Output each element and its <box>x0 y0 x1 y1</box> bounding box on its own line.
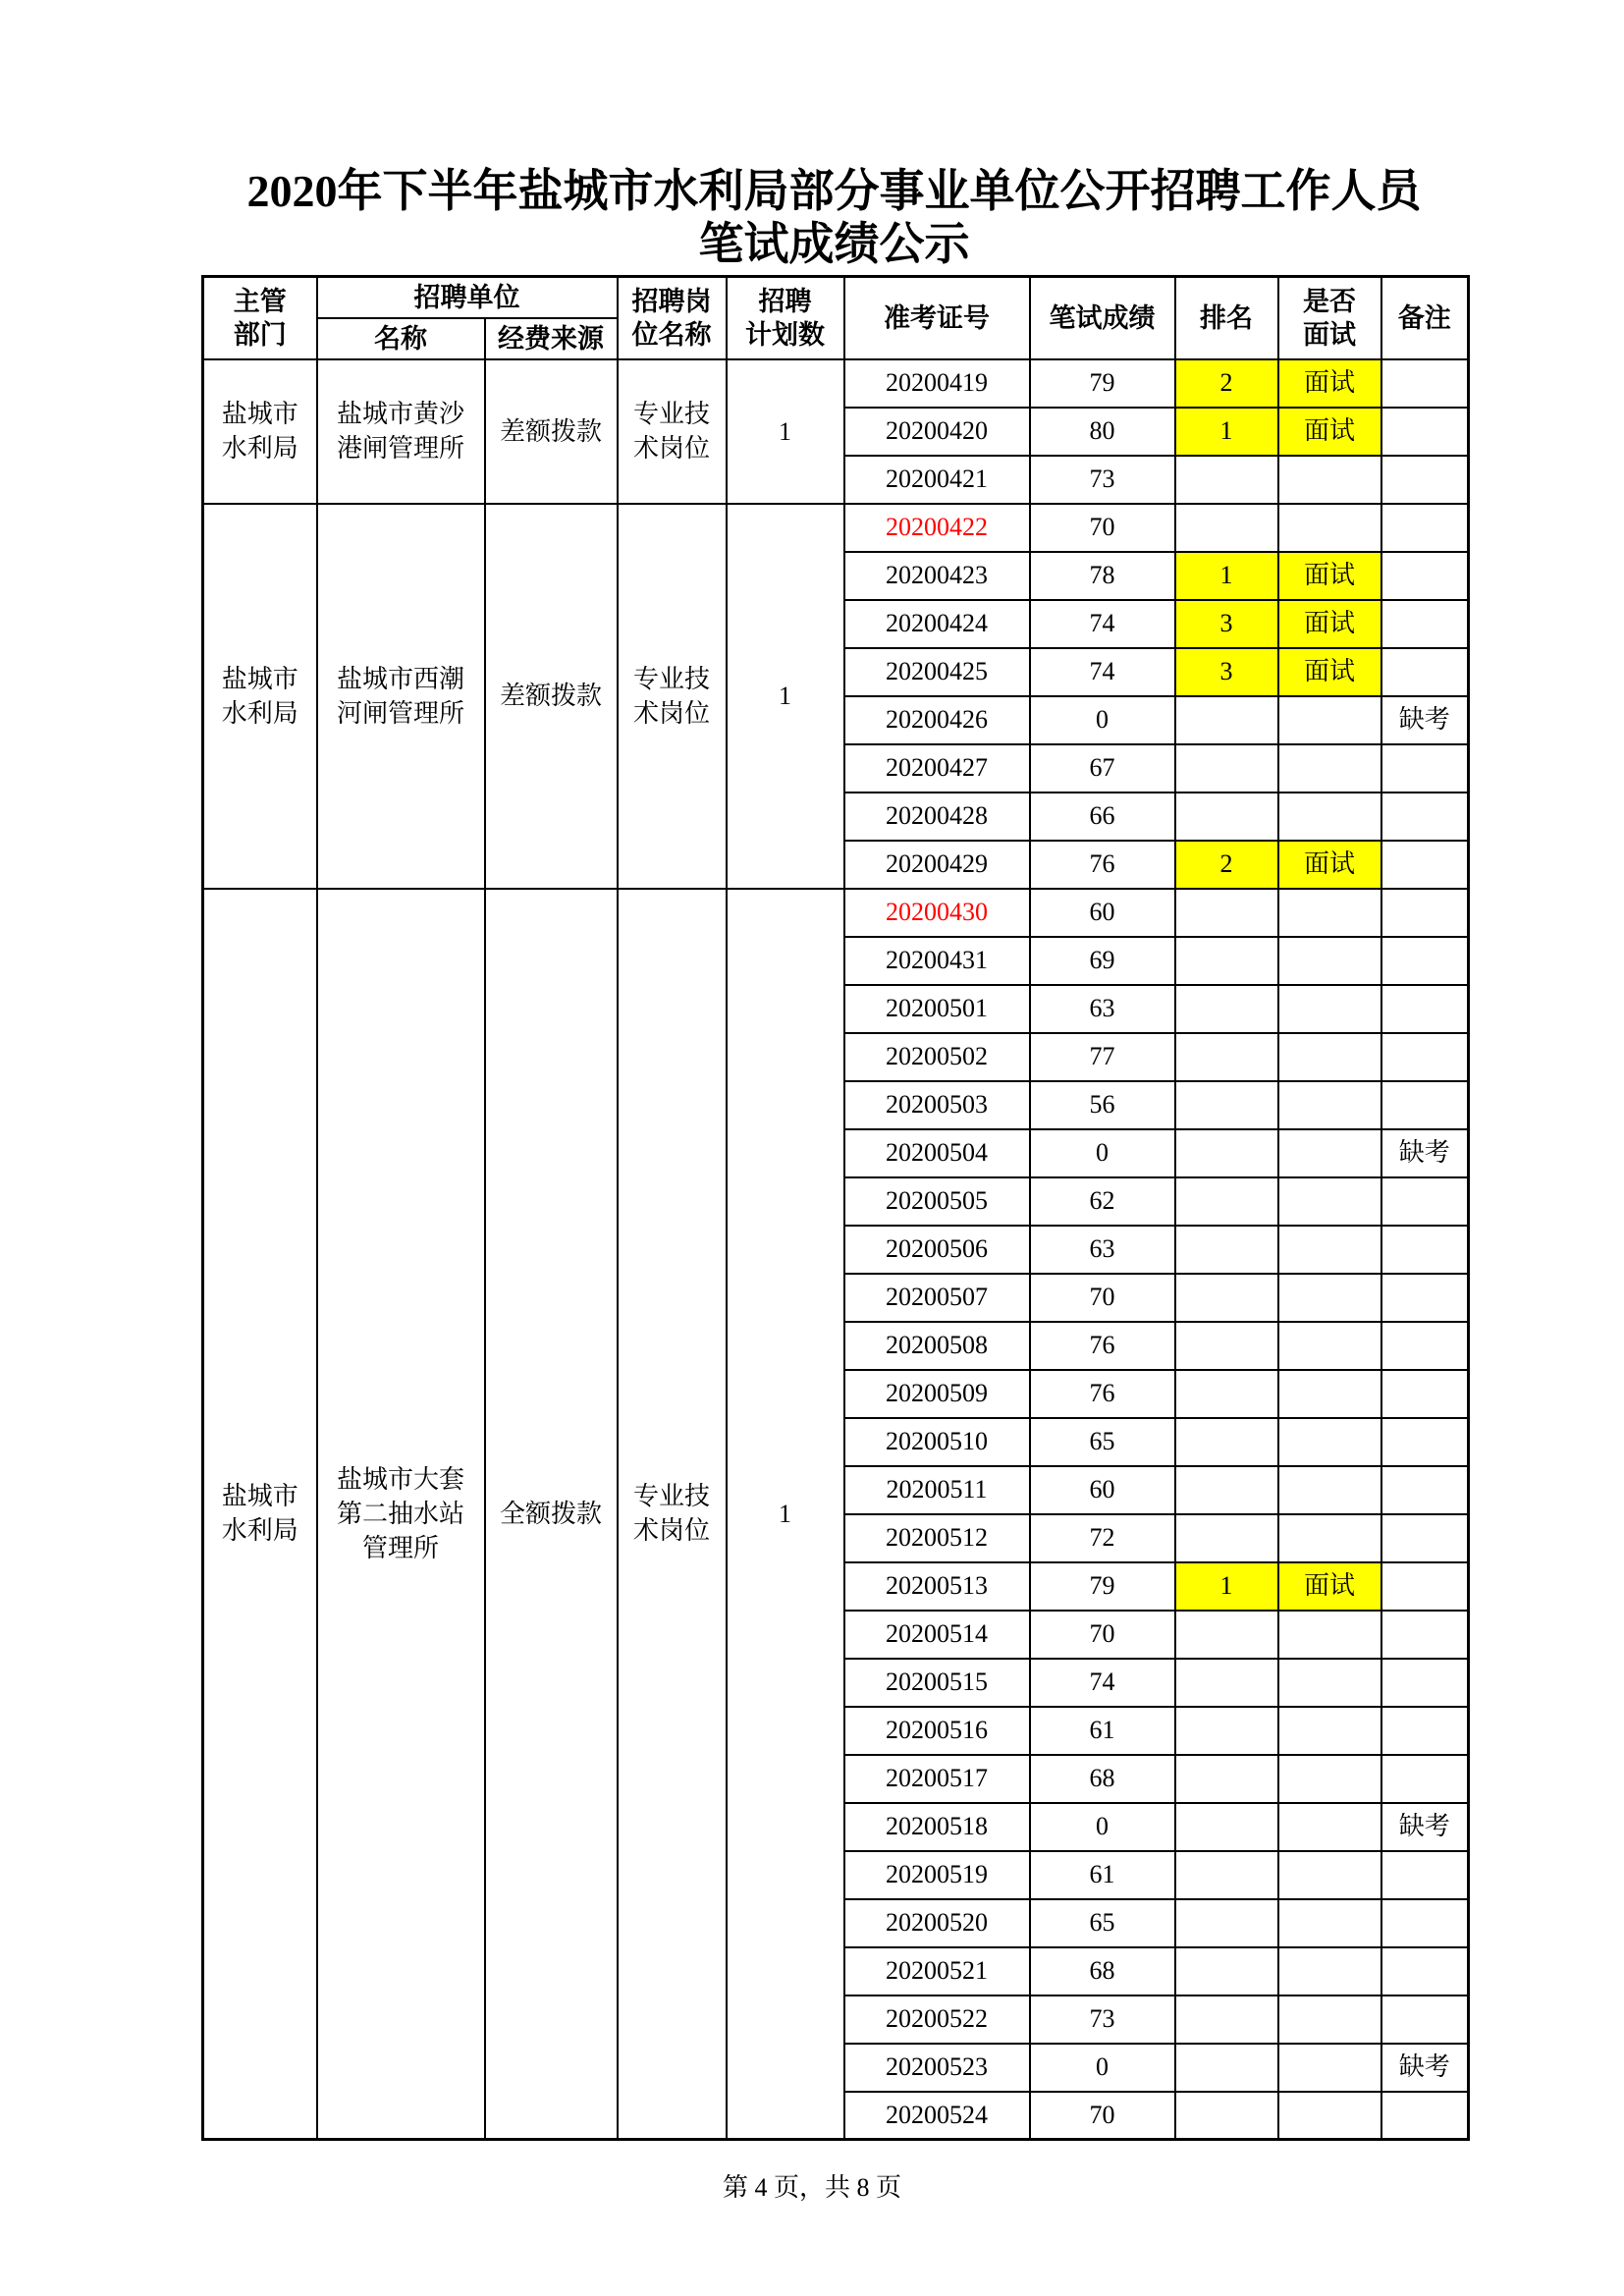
score-cell: 0 <box>1030 696 1175 744</box>
interview-cell <box>1278 1899 1381 1947</box>
interview-cell <box>1278 1081 1381 1129</box>
remark-cell <box>1381 793 1469 841</box>
score-table <box>201 275 1470 2141</box>
interview-cell <box>1278 1659 1381 1707</box>
interview-cell: 面试 <box>1278 359 1381 408</box>
exam-number-cell: 20200516 <box>844 1707 1030 1755</box>
table-header <box>203 277 1469 359</box>
interview-cell <box>1278 744 1381 793</box>
rank-cell: 3 <box>1175 600 1278 648</box>
plan-count-cell: 1 <box>727 889 844 2140</box>
remark-cell <box>1381 2092 1469 2140</box>
rank-cell: 2 <box>1175 359 1278 408</box>
score-cell: 0 <box>1030 1803 1175 1851</box>
rank-cell: 1 <box>1175 408 1278 456</box>
remark-cell <box>1381 1466 1469 1514</box>
exam-number-cell: 20200514 <box>844 1611 1030 1659</box>
rank-cell <box>1175 1274 1278 1322</box>
header-remark: 备注 <box>1381 277 1469 359</box>
remark-cell <box>1381 1562 1469 1611</box>
interview-cell <box>1278 1995 1381 2044</box>
remark-cell <box>1381 600 1469 648</box>
header-unit-name: 名称 <box>317 318 485 359</box>
exam-number-cell: 20200517 <box>844 1755 1030 1803</box>
remark-cell <box>1381 1659 1469 1707</box>
interview-cell <box>1278 937 1381 985</box>
rank-cell <box>1175 2092 1278 2140</box>
exam-number-cell: 20200422 <box>844 504 1030 552</box>
rank-cell <box>1175 1707 1278 1755</box>
remark-cell <box>1381 1995 1469 2044</box>
funding-source-cell: 全额拨款 <box>485 889 618 2140</box>
exam-number-cell: 20200431 <box>844 937 1030 985</box>
interview-cell: 面试 <box>1278 408 1381 456</box>
interview-cell <box>1278 504 1381 552</box>
score-cell: 73 <box>1030 1995 1175 2044</box>
page-title-line1: 2020年下半年盐城市水利局部分事业单位公开招聘工作人员 <box>246 166 1422 216</box>
score-cell: 60 <box>1030 1466 1175 1514</box>
score-cell: 76 <box>1030 841 1175 889</box>
rank-cell <box>1175 985 1278 1033</box>
header-position: 招聘岗 位名称 <box>618 277 727 359</box>
exam-number-cell: 20200502 <box>844 1033 1030 1081</box>
position-cell: 专业技 术岗位 <box>618 889 727 2140</box>
funding-source-cell: 差额拨款 <box>485 504 618 889</box>
interview-cell: 面试 <box>1278 648 1381 696</box>
remark-cell <box>1381 1370 1469 1418</box>
score-cell: 61 <box>1030 1851 1175 1899</box>
remark-cell <box>1381 359 1469 408</box>
score-cell: 56 <box>1030 1081 1175 1129</box>
score-cell: 61 <box>1030 1707 1175 1755</box>
rank-cell <box>1175 1803 1278 1851</box>
rank-cell <box>1175 1322 1278 1370</box>
remark-cell: 缺考 <box>1381 1129 1469 1177</box>
rank-cell <box>1175 889 1278 937</box>
exam-number-cell: 20200518 <box>844 1803 1030 1851</box>
remark-cell <box>1381 985 1469 1033</box>
page-title-line2: 笔试成绩公示 <box>698 219 970 269</box>
score-cell: 78 <box>1030 552 1175 600</box>
header-exam-number: 准考证号 <box>844 277 1030 359</box>
score-cell: 80 <box>1030 408 1175 456</box>
remark-cell <box>1381 1226 1469 1274</box>
header-plan-count: 招聘 计划数 <box>727 277 844 359</box>
remark-cell <box>1381 552 1469 600</box>
header-score: 笔试成绩 <box>1030 277 1175 359</box>
exam-number-cell: 20200421 <box>844 456 1030 504</box>
interview-cell <box>1278 1129 1381 1177</box>
interview-cell <box>1278 1274 1381 1322</box>
score-cell: 69 <box>1030 937 1175 985</box>
rank-cell <box>1175 456 1278 504</box>
remark-cell <box>1381 456 1469 504</box>
unit-name-cell: 盐城市大套 第二抽水站 管理所 <box>317 889 485 2140</box>
remark-cell <box>1381 408 1469 456</box>
header-funding-source: 经费来源 <box>485 318 618 359</box>
page-footer: 第 4 页，共 8 页 <box>722 2173 901 2202</box>
department-cell: 盐城市 水利局 <box>203 889 317 2140</box>
interview-cell <box>1278 1418 1381 1466</box>
score-cell: 74 <box>1030 1659 1175 1707</box>
rank-cell <box>1175 1418 1278 1466</box>
score-cell: 72 <box>1030 1514 1175 1562</box>
rank-cell <box>1175 504 1278 552</box>
exam-number-cell: 20200420 <box>844 408 1030 456</box>
interview-cell <box>1278 1466 1381 1514</box>
unit-name-cell: 盐城市西潮 河闸管理所 <box>317 504 485 889</box>
interview-cell <box>1278 793 1381 841</box>
score-cell: 62 <box>1030 1177 1175 1226</box>
interview-cell <box>1278 456 1381 504</box>
interview-cell <box>1278 1322 1381 1370</box>
remark-cell <box>1381 1707 1469 1755</box>
remark-cell <box>1381 1611 1469 1659</box>
plan-count-cell: 1 <box>727 504 844 889</box>
interview-cell <box>1278 2044 1381 2092</box>
rank-cell <box>1175 937 1278 985</box>
position-cell: 专业技 术岗位 <box>618 359 727 504</box>
score-cell: 79 <box>1030 1562 1175 1611</box>
score-cell: 68 <box>1030 1755 1175 1803</box>
interview-cell <box>1278 696 1381 744</box>
header-interview: 是否 面试 <box>1278 277 1381 359</box>
score-cell: 74 <box>1030 648 1175 696</box>
interview-cell <box>1278 1226 1381 1274</box>
score-cell: 76 <box>1030 1370 1175 1418</box>
remark-cell <box>1381 1081 1469 1129</box>
exam-number-cell: 20200503 <box>844 1081 1030 1129</box>
exam-number-cell: 20200423 <box>844 552 1030 600</box>
rank-cell <box>1175 1851 1278 1899</box>
remark-cell <box>1381 841 1469 889</box>
rank-cell <box>1175 1177 1278 1226</box>
interview-cell <box>1278 1851 1381 1899</box>
remark-cell <box>1381 744 1469 793</box>
remark-cell <box>1381 648 1469 696</box>
rank-cell <box>1175 1081 1278 1129</box>
score-cell: 77 <box>1030 1033 1175 1081</box>
score-cell: 63 <box>1030 1226 1175 1274</box>
interview-cell <box>1278 1177 1381 1226</box>
header-recruiting-unit: 招聘单位 <box>317 277 618 318</box>
rank-cell <box>1175 1514 1278 1562</box>
score-cell: 65 <box>1030 1418 1175 1466</box>
score-cell: 63 <box>1030 985 1175 1033</box>
plan-count-cell: 1 <box>727 359 844 504</box>
rank-cell <box>1175 1466 1278 1514</box>
interview-cell: 面试 <box>1278 552 1381 600</box>
position-cell: 专业技 术岗位 <box>618 504 727 889</box>
table-row <box>203 889 1469 937</box>
remark-cell <box>1381 1851 1469 1899</box>
interview-cell: 面试 <box>1278 600 1381 648</box>
interview-cell: 面试 <box>1278 1562 1381 1611</box>
rank-cell <box>1175 744 1278 793</box>
remark-cell <box>1381 504 1469 552</box>
exam-number-cell: 20200523 <box>844 2044 1030 2092</box>
remark-cell <box>1381 889 1469 937</box>
remark-cell: 缺考 <box>1381 2044 1469 2092</box>
rank-cell <box>1175 1226 1278 1274</box>
exam-number-cell: 20200427 <box>844 744 1030 793</box>
rank-cell: 1 <box>1175 1562 1278 1611</box>
remark-cell <box>1381 1899 1469 1947</box>
page-title <box>201 165 1467 271</box>
rank-cell <box>1175 1995 1278 2044</box>
exam-number-cell: 20200507 <box>844 1274 1030 1322</box>
exam-number-cell: 20200519 <box>844 1851 1030 1899</box>
score-cell: 68 <box>1030 1947 1175 1995</box>
remark-cell <box>1381 1274 1469 1322</box>
exam-number-cell: 20200509 <box>844 1370 1030 1418</box>
remark-cell <box>1381 1033 1469 1081</box>
interview-cell: 面试 <box>1278 841 1381 889</box>
rank-cell <box>1175 1611 1278 1659</box>
remark-cell <box>1381 1177 1469 1226</box>
interview-cell <box>1278 1033 1381 1081</box>
remark-cell: 缺考 <box>1381 696 1469 744</box>
department-cell: 盐城市 水利局 <box>203 504 317 889</box>
rank-cell <box>1175 1370 1278 1418</box>
rank-cell <box>1175 1033 1278 1081</box>
score-cell: 60 <box>1030 889 1175 937</box>
exam-number-cell: 20200419 <box>844 359 1030 408</box>
remark-cell: 缺考 <box>1381 1803 1469 1851</box>
funding-source-cell: 差额拨款 <box>485 359 618 504</box>
remark-cell <box>1381 1418 1469 1466</box>
score-cell: 70 <box>1030 1611 1175 1659</box>
rank-cell <box>1175 1899 1278 1947</box>
score-cell: 79 <box>1030 359 1175 408</box>
unit-name-cell: 盐城市黄沙 港闸管理所 <box>317 359 485 504</box>
header-row <box>203 277 1469 318</box>
interview-cell <box>1278 1803 1381 1851</box>
score-cell: 70 <box>1030 504 1175 552</box>
rank-cell <box>1175 2044 1278 2092</box>
remark-cell <box>1381 937 1469 985</box>
score-cell: 67 <box>1030 744 1175 793</box>
rank-cell <box>1175 1755 1278 1803</box>
exam-number-cell: 20200522 <box>844 1995 1030 2044</box>
department-cell: 盐城市 水利局 <box>203 359 317 504</box>
rank-cell <box>1175 1947 1278 1995</box>
interview-cell <box>1278 1947 1381 1995</box>
exam-number-cell: 20200501 <box>844 985 1030 1033</box>
interview-cell <box>1278 1755 1381 1803</box>
rank-cell: 2 <box>1175 841 1278 889</box>
exam-number-cell: 20200505 <box>844 1177 1030 1226</box>
interview-cell <box>1278 985 1381 1033</box>
exam-number-cell: 20200510 <box>844 1418 1030 1466</box>
rank-cell <box>1175 1659 1278 1707</box>
remark-cell <box>1381 1322 1469 1370</box>
exam-number-cell: 20200524 <box>844 2092 1030 2140</box>
exam-number-cell: 20200515 <box>844 1659 1030 1707</box>
exam-number-cell: 20200506 <box>844 1226 1030 1274</box>
exam-number-cell: 20200429 <box>844 841 1030 889</box>
score-cell: 65 <box>1030 1899 1175 1947</box>
exam-number-cell: 20200511 <box>844 1466 1030 1514</box>
score-cell: 0 <box>1030 1129 1175 1177</box>
score-cell: 70 <box>1030 2092 1175 2140</box>
table-row <box>203 359 1469 408</box>
table-body <box>203 359 1469 2140</box>
exam-number-cell: 20200512 <box>844 1514 1030 1562</box>
interview-cell <box>1278 2092 1381 2140</box>
interview-cell <box>1278 1514 1381 1562</box>
score-cell: 76 <box>1030 1322 1175 1370</box>
interview-cell <box>1278 889 1381 937</box>
rank-cell: 3 <box>1175 648 1278 696</box>
exam-number-cell: 20200430 <box>844 889 1030 937</box>
interview-cell <box>1278 1707 1381 1755</box>
score-cell: 73 <box>1030 456 1175 504</box>
table-row <box>203 504 1469 552</box>
rank-cell <box>1175 1129 1278 1177</box>
rank-cell <box>1175 793 1278 841</box>
exam-number-cell: 20200426 <box>844 696 1030 744</box>
exam-number-cell: 20200428 <box>844 793 1030 841</box>
exam-number-cell: 20200424 <box>844 600 1030 648</box>
score-cell: 0 <box>1030 2044 1175 2092</box>
rank-cell <box>1175 696 1278 744</box>
exam-number-cell: 20200521 <box>844 1947 1030 1995</box>
score-cell: 66 <box>1030 793 1175 841</box>
rank-cell: 1 <box>1175 552 1278 600</box>
header-rank: 排名 <box>1175 277 1278 359</box>
score-cell: 74 <box>1030 600 1175 648</box>
exam-number-cell: 20200520 <box>844 1899 1030 1947</box>
interview-cell <box>1278 1370 1381 1418</box>
exam-number-cell: 20200513 <box>844 1562 1030 1611</box>
exam-number-cell: 20200508 <box>844 1322 1030 1370</box>
score-cell: 70 <box>1030 1274 1175 1322</box>
remark-cell <box>1381 1947 1469 1995</box>
exam-number-cell: 20200504 <box>844 1129 1030 1177</box>
header-department: 主管 部门 <box>203 277 317 359</box>
exam-number-cell: 20200425 <box>844 648 1030 696</box>
interview-cell <box>1278 1611 1381 1659</box>
remark-cell <box>1381 1514 1469 1562</box>
remark-cell <box>1381 1755 1469 1803</box>
